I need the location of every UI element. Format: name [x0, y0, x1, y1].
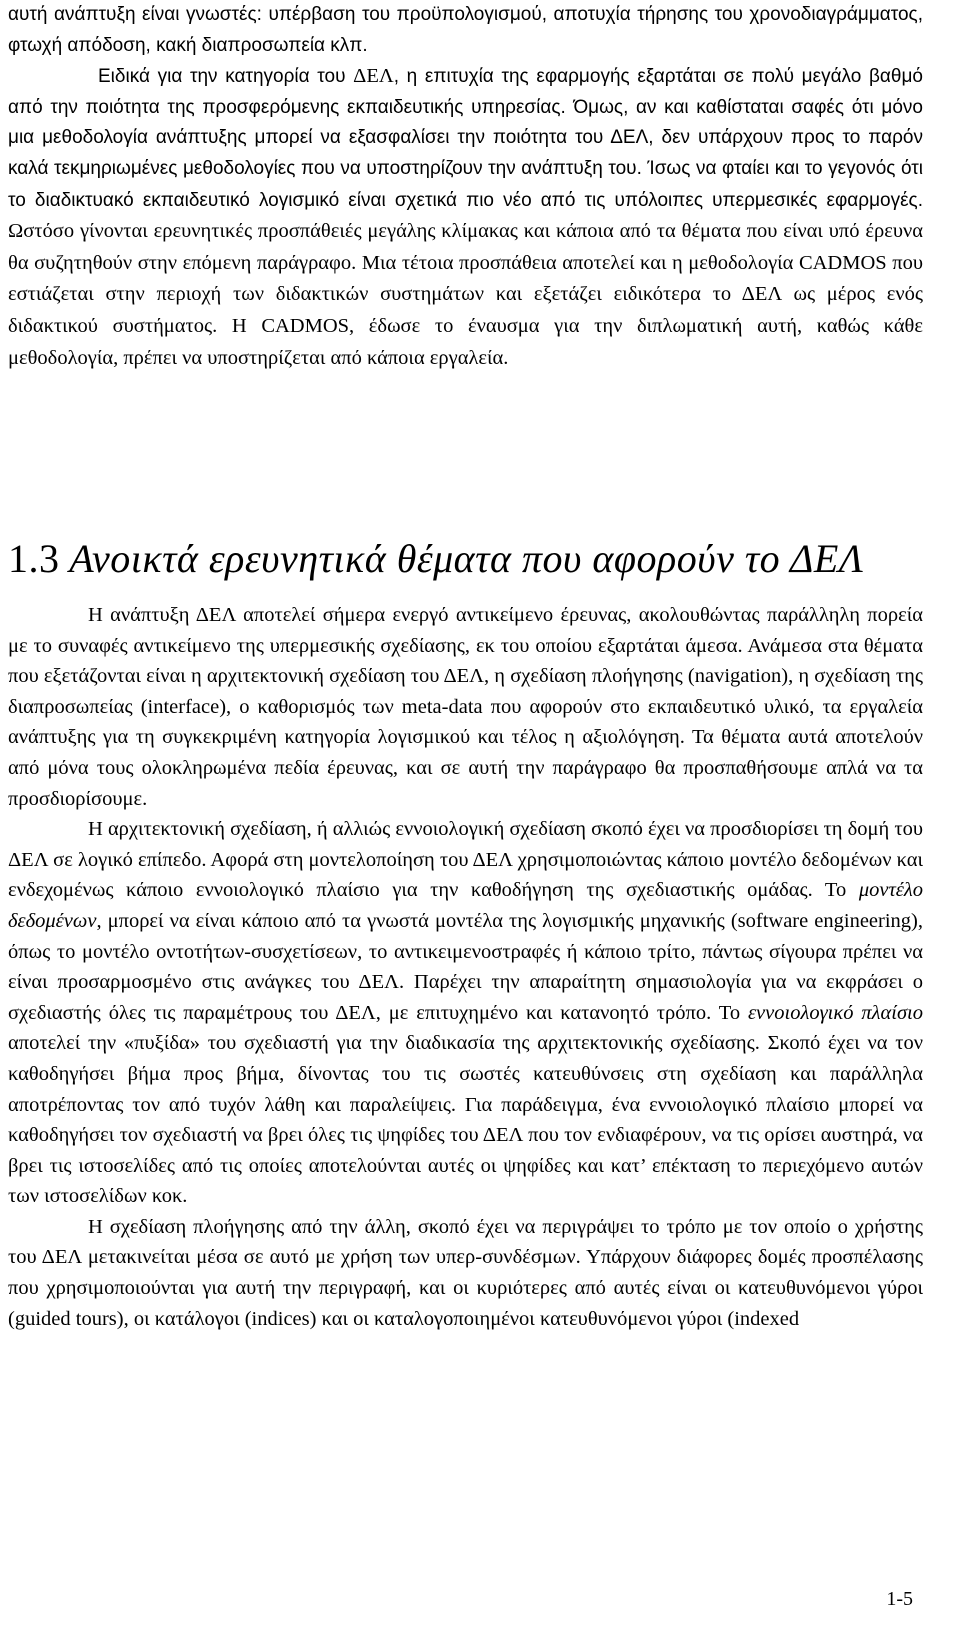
- text-run: αποτελεί την «πυξίδα» του σχεδιαστή για την διαδικασία της αρχιτεκτονικής σχεδίασης. Σκοπό έχει να τον καθοδηγήσει βήμα προς βήμα, δίνοντας του τις σωστές κατευθύνσεις στη σχεδίαση και παράλληλα αποτρέποντας τον από τυχόν λάθη και παραλείψεις. Για παράδειγμα, ένα εννοιολογικό πλαίσιο μπορεί να καθοδηγήσει τον σχεδιαστή να βρει όλες τις ψηφίδες του ΔΕΛ που τον ενδιαφέρουν, να τις ορίσει αυστηρά, να βρει τις ιστοσελίδες από τις οποίες αποτελούνται αυτές οι ψηφίδες και κατ’ επέκταση το περιεχόμενο αυτών των ιστοσελίδων κοκ.: [8, 1032, 923, 1208]
- section-intro: [8, 0, 923, 374]
- text-run-serif: Ωστόσο γίνονται ερευνητικές προσπάθειές μεγάλης κλίμακας και κάποια από τα θέματα που είναι υπό έρευνα θα συζητηθούν στην επόμενη παράγραφο. Μια τέτοια προσπάθεια αποτελεί και η μεθοδολογία CADMOS που εστιάζεται στην περιοχή των διδακτικών συστημάτων και εξετάζει ειδικότερα το ΔΕΛ ως μέρος ενός διδακτικού συστήματος. Η CADMOS, έδωσε το έναυσμα για την διπλωματική αυτή, καθώς κάθε μεθοδολογία, πρέπει να υποστηρίζεται από κάποια εργαλεία.: [8, 220, 923, 369]
- page-number: 1-5: [886, 1588, 913, 1610]
- section-open-issues: [8, 600, 923, 1334]
- emphasis-conceptual-framework: εννοιολογικό πλαίσιο: [747, 1001, 923, 1024]
- paragraph-architecture: [8, 814, 923, 1212]
- paragraph-intro-end: αυτή ανάπτυξη είναι γνωστές: υπέρβαση του προϋπολογισμού, αποτυχία τήρησης του χρονοδιαγράμματος, φτωχή απόδοση, κακή διαπροσωπεία κλπ.: [8, 4, 923, 56]
- paragraph-navigation: Η σχεδίαση πλοήγησης από την άλλη, σκοπό έχει να περιγράψει το τρόπο με τον οποίο ο χρήστης του ΔΕΛ μετακινείται μέσα σε αυτό με χρήση των υπερ-συνδέσμων. Υπάρχουν διάφορες δομές προσπέλασης που χρησιμοποιούνται για αυτή την περιγραφή, και οι κυριότερες από αυτές είναι οι κατευθυνόμενοι γύροι (guided tours), οι κατάλογοι (indices) και οι καταλογοποιημένοι κατευθυνόμενοι γύροι (indexed: [8, 1215, 923, 1330]
- paragraph-open-issues: Η ανάπτυξη ΔΕΛ αποτελεί σήμερα ενεργό αντικείμενο έρευνας, ακολουθώντας παράλληλη πορεία με το συναφές αντικείμενο της υπερμεσικής σχεδίασης, εκ του οποίου εξαρτάται άμεσα. Ανάμεσα στα θέματα που εξετάζονται είναι η αρχιτεκτονική σχεδίαση του ΔΕΛ, η σχεδίαση πλοήγησης (navigation), η σχεδίαση της διαπροσωπείας (interface), ο καθορισμός των meta-data που αφορούν στο εκπαιδευτικό υλικό, τα εργαλεία ανάπτυξης για τη συγκεκριμένη κατηγορία λογισμικού και τέλος η αξιολόγηση. Τα θέματα αυτά αποτελούν από μόνα τους ολοκληρωμένα πεδία έρευνας, και σε αυτή την παράγραφο θα προσπαθήσουμε απλά να τα προσδιορίσουμε.: [8, 604, 923, 810]
- text-run: , μπορεί να είναι κάποιο από τα γνωστά μοντέλα της λογισμικής μηχανικής (software engineering), όπως το μοντέλο οντοτήτων-συσχετίσεων, το αντικειμενοστραφές ή κάποιο τρίτο, πάντως σίγουρα πρέπει να είναι προσαρμοσμένο στις ανάγκες του ΔΕΛ. Παρέχει την απαραίτητη σημασιολογία για να εκφράσει ο σχεδιαστής όλες τις παραμέτρους του ΔΕΛ, με επιτυχημένο και κατανοητό τρόπο. Το: [8, 909, 923, 1024]
- text-run: Ειδικά για την κατηγορία του: [98, 66, 354, 88]
- heading-title: Ανοικτά ερευνητικά θέματα που αφορούν το ΔΕΛ: [59, 536, 864, 581]
- emphasis-data-model: μοντέλο δεδομένων: [8, 879, 923, 932]
- section-heading: [8, 535, 863, 582]
- paragraph-del-quality: [8, 61, 923, 374]
- heading-number: 1.3: [8, 536, 60, 581]
- text-run: , η επιτυχία της εφαρμογής εξαρτάται σε πολύ μεγάλο βαθμό από την ποιότητα της προσφερόμενης εκπαιδευτικής υπηρεσίας. Όμως, αν και καθίσταται σαφές ότι μόνο μια μεθοδολογία ανάπτυξης μπορεί να εξασφαλίσει την ποιότητα του ΔΕΛ, δεν υπάρχουν προς το παρόν καλά τεκμηριωμένες μεθοδολογίες που να υποστηρίζουν την ανάπτυξη του. Ίσως να φταίει και το γεγονός ότι το διαδικτυακό εκπαιδευτικό λογισμικό είναι σχετικά πιο νέο από τις υπόλοιπες υπερμεσικές εφαρμογές.: [8, 66, 923, 211]
- text-run: Η αρχιτεκτονική σχεδίαση, ή αλλιώς εννοιολογική σχεδίαση σκοπό έχει να προσδιορίσει τη δομή του ΔΕΛ σε λογικό επίπεδο. Αφορά στη μοντελοποίηση του ΔΕΛ χρησιμοποιώντας κάποιο μοντέλο δεδομένων και ενδεχομένως κάποιο εννοιολογικό πλαίσιο για την καθοδήγηση της σχεδιαστικής ομάδας. Το: [8, 818, 923, 902]
- term-del: ΔΕΛ: [353, 65, 394, 88]
